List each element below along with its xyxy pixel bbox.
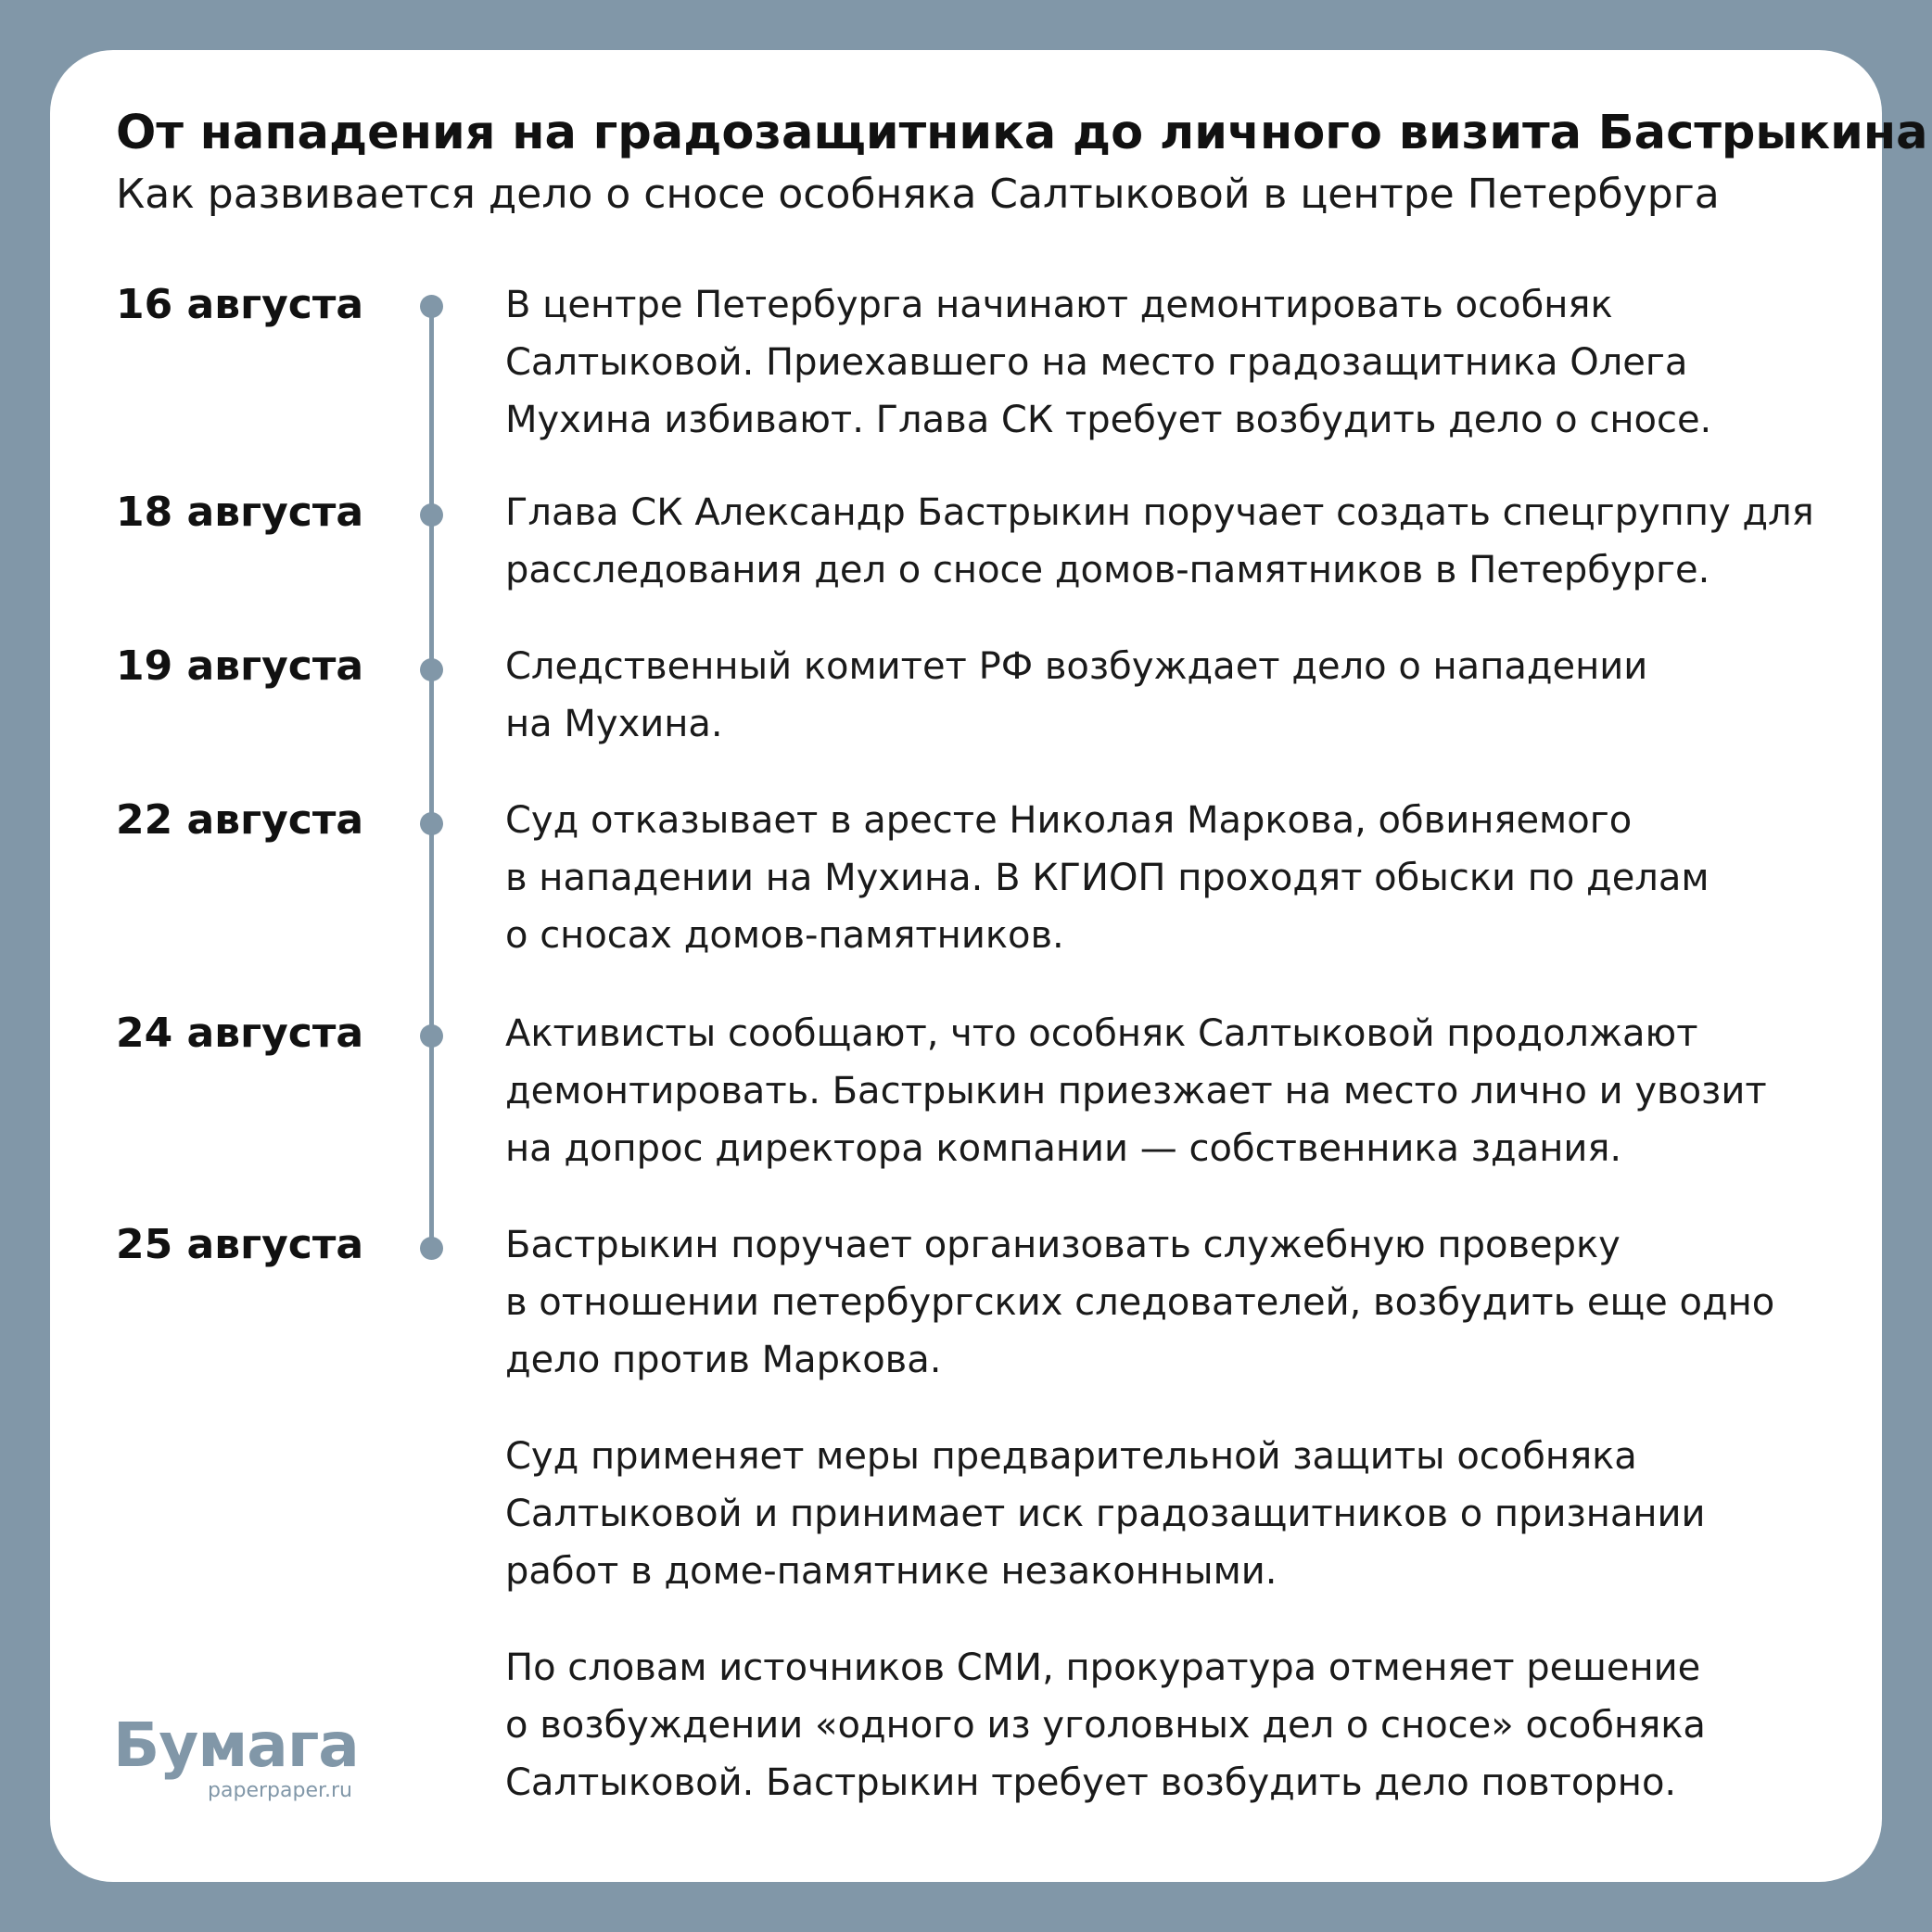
timeline-dot: [420, 812, 443, 835]
timeline-event: Бастрыкин поручает организовать служебную проверку в отношении петербургских следователей, возбудить еще одно дело против Маркова.: [505, 1224, 1775, 1381]
timeline-event: Следственный комитет РФ возбуждает дело о нападении на Мухина.: [505, 645, 1648, 745]
timeline-event: По словам источников СМИ, прокуратура отменяет решение о возбуждении «одного из уголовных дел о сносе» особняка Салтыковой. Бастрыкин требует возбудить дело повторно.: [505, 1646, 1706, 1804]
timeline-date: 16 августа: [116, 281, 364, 328]
timeline-date: 19 августа: [116, 642, 364, 690]
timeline-dot: [420, 1237, 443, 1260]
timeline-line: [429, 306, 434, 1249]
timeline-date: 24 августа: [116, 1010, 364, 1057]
timeline-event: Суд отказывает в аресте Николая Маркова, обвиняемого в нападении на Мухина. В КГИОП проходят обыски по делам о сносах домов-памятников.: [505, 799, 1710, 957]
logo-site-url: paperpaper.ru: [208, 1779, 352, 1802]
page-subtitle: Как развивается дело о сносе особняка Салтыковой в центре Петербурга: [116, 171, 1720, 218]
timeline-event: Активисты сообщают, что особняк Салтыковой продолжают демонтировать. Бастрыкин приезжает на место лично и увозит на допрос директора компании — собственника здания.: [505, 1012, 1767, 1170]
timeline-event: Суд применяет меры предварительной защиты особняка Салтыковой и принимает иск градозащитников о признании работ в доме-памятнике незаконными.: [505, 1435, 1706, 1593]
timeline-event: В центре Петербурга начинают демонтировать особняк Салтыковой. Приехавшего на место градозащитника Олега Мухина избивают. Глава СК требует возбудить дело о сносе.: [505, 284, 1712, 441]
page-title: От нападения на градозащитника до личного визита Бастрыкина: [116, 106, 1928, 160]
timeline-event: Глава СК Александр Бастрыкин поручает создать спецгруппу для расследования дел о сносе домов-памятников в Петербурге.: [505, 491, 1814, 591]
timeline-date: 22 августа: [116, 796, 364, 844]
timeline-date: 18 августа: [116, 489, 364, 536]
timeline-date: 25 августа: [116, 1221, 364, 1268]
timeline-dot: [420, 503, 443, 527]
bumaga-logo: Бумага: [113, 1710, 359, 1781]
timeline-dot: [420, 658, 443, 681]
timeline-dot: [420, 295, 443, 318]
timeline-dot: [420, 1024, 443, 1048]
